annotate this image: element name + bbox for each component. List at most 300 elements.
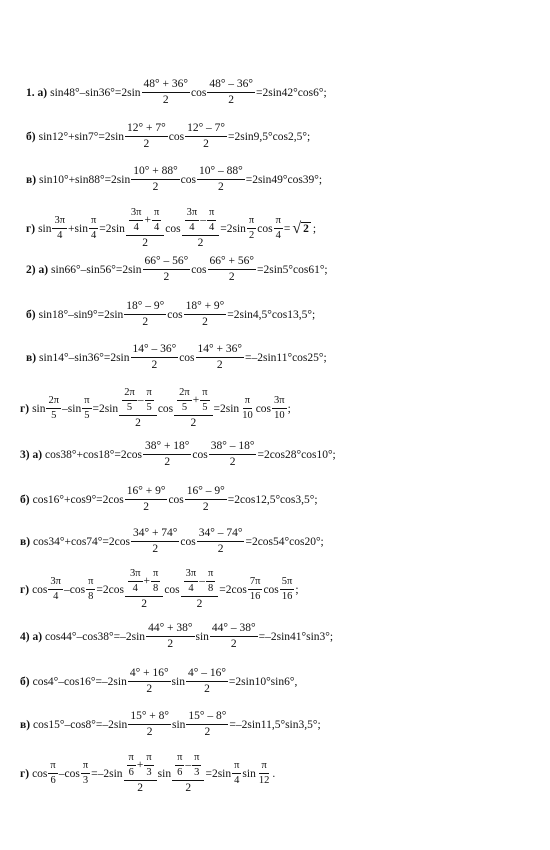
line-3b — [20, 485, 318, 514]
denominator: 2 — [137, 782, 143, 795]
expr-part: ; — [287, 402, 291, 415]
square-root — [292, 221, 311, 237]
numerator: 16° – 9° — [185, 485, 227, 500]
denominator: 8 — [208, 583, 214, 595]
expr-part: cos — [180, 173, 197, 186]
item-label: в) — [20, 535, 31, 548]
fraction — [197, 527, 245, 556]
expr-part: =2cos54°cos20°; — [245, 535, 324, 548]
expr-part: =–2sin11,5°sin3,5°; — [229, 718, 321, 731]
compound-fraction — [182, 207, 220, 250]
numerator — [182, 207, 220, 236]
expr-part: =2cos — [96, 583, 124, 596]
fraction — [184, 300, 227, 329]
expr-part: cos — [263, 583, 279, 596]
denominator: 5 — [202, 402, 208, 414]
denominator: 8 — [153, 583, 159, 595]
numerator: π — [175, 752, 184, 766]
numerator — [181, 568, 219, 597]
numerator: 2π — [46, 395, 61, 409]
fraction — [146, 622, 194, 651]
numerator — [125, 568, 163, 597]
fraction — [192, 752, 201, 779]
numerator: π — [207, 207, 216, 221]
denominator: 2 — [248, 230, 255, 242]
expr-part: = — [283, 222, 291, 235]
expr-part: ; — [295, 583, 299, 596]
item-label: б) — [20, 493, 30, 506]
fraction — [151, 568, 160, 595]
denominator: 2 — [152, 543, 159, 556]
line-2d — [20, 387, 291, 430]
fraction — [52, 215, 67, 242]
fraction — [127, 752, 136, 779]
numerator: 14° + 36° — [196, 343, 244, 358]
line-1d — [26, 207, 316, 250]
numerator: π — [243, 395, 252, 409]
denominator: 2 — [141, 598, 148, 611]
fraction — [131, 343, 179, 372]
item-label: б) — [26, 130, 36, 143]
denominator: 2 — [146, 683, 153, 696]
denominator: 2 — [197, 237, 204, 250]
item-label: в) — [26, 351, 37, 364]
numerator: π — [127, 752, 136, 766]
numerator: 4° + 16° — [128, 667, 171, 682]
fraction — [82, 395, 91, 422]
numerator: 12° – 7° — [185, 122, 227, 137]
operator: + — [143, 574, 151, 587]
fraction — [177, 387, 192, 414]
expr-part: cos — [168, 130, 185, 143]
compound-fraction — [125, 568, 163, 611]
expr-part: =2sin — [205, 767, 232, 780]
expr-part: cos — [179, 351, 195, 364]
expr-part: –cos — [58, 767, 80, 780]
denominator: 3 — [146, 767, 152, 779]
numerator: 2π — [122, 387, 137, 401]
denominator: 4 — [275, 230, 281, 242]
numerator: 34° – 74° — [197, 527, 245, 542]
line-4d — [20, 752, 275, 795]
denominator: 2 — [152, 181, 159, 194]
numerator: 66° – 56° — [143, 255, 191, 270]
numerator: 18° – 9° — [124, 300, 166, 315]
operator: + — [192, 393, 200, 406]
numerator: π — [274, 215, 283, 229]
expr-part: =2sin4,5°cos13,5°; — [227, 308, 316, 321]
fraction — [196, 343, 244, 372]
expr-part: sin — [172, 718, 186, 731]
line-3a — [20, 440, 336, 469]
fraction — [128, 667, 171, 696]
denominator: 2 — [204, 726, 211, 739]
fraction — [185, 485, 227, 514]
operator: – — [200, 213, 206, 226]
fraction — [152, 207, 161, 234]
numerator: π — [192, 752, 201, 766]
denominator: 2 — [196, 598, 203, 611]
expr-part: =2cos — [219, 583, 247, 596]
expr-part: sin66°–sin56°=2sin — [51, 263, 142, 276]
item-label: г) — [20, 767, 30, 780]
denominator: 10 — [274, 410, 285, 422]
item-label: г) — [20, 402, 30, 415]
line-1c — [26, 165, 322, 194]
fraction — [272, 395, 287, 422]
denominator: 4 — [57, 230, 63, 242]
item-label: в) — [26, 173, 37, 186]
denominator: 10 — [242, 410, 253, 422]
expr-part: cos — [190, 86, 207, 99]
fraction — [186, 667, 228, 696]
denominator: 2 — [146, 726, 153, 739]
fraction — [48, 760, 57, 787]
denominator: 2 — [203, 138, 209, 151]
expr-part: –sin — [62, 402, 82, 415]
expr-part: cos44°–cos38°=–2sin — [45, 630, 146, 643]
numerator: 44° – 38° — [210, 622, 258, 637]
denominator: 2 — [228, 94, 235, 107]
line-4b — [20, 667, 297, 696]
fraction — [184, 568, 199, 595]
denominator: 3 — [194, 767, 200, 779]
expr-part: =2sin49°cos39°; — [245, 173, 323, 186]
compound-fraction — [181, 568, 219, 611]
numerator: 4° – 16° — [186, 667, 228, 682]
line-2c — [26, 343, 327, 372]
denominator: 6 — [177, 767, 183, 779]
fraction — [257, 760, 272, 787]
denominator: 2 — [142, 316, 149, 329]
numerator: π — [144, 752, 153, 766]
expr-part: cos — [157, 402, 174, 415]
fraction — [247, 215, 256, 242]
fraction — [125, 485, 168, 514]
denominator: 8 — [88, 591, 94, 603]
line-3d — [20, 568, 299, 611]
fraction — [86, 576, 95, 603]
compound-fraction — [172, 752, 204, 795]
denominator: 4 — [132, 583, 138, 595]
fraction — [81, 760, 90, 787]
numerator: 34° + 74° — [131, 527, 179, 542]
fraction — [186, 710, 228, 739]
fraction — [200, 387, 209, 414]
denominator: 2 — [135, 417, 141, 430]
expr-part: ; — [312, 222, 317, 235]
numerator: 48° – 36° — [207, 78, 255, 93]
denominator: 2 — [202, 316, 208, 329]
expr-part: cos — [180, 535, 196, 548]
expr-part: cos38°+cos18°=2cos — [45, 448, 142, 461]
expr-part: =2sin — [99, 222, 125, 235]
expr-part: sin12°+sin7°=2sin — [38, 130, 125, 143]
item-label: б) — [26, 308, 36, 321]
numerator: 3π — [129, 207, 144, 221]
compound-fraction — [124, 752, 157, 795]
numerator: π — [259, 760, 268, 774]
numerator: π — [247, 215, 256, 229]
expr-part: +sin — [68, 222, 88, 235]
expr-part: sin18°–sin9°=2sin — [38, 308, 124, 321]
compound-fraction — [174, 387, 212, 430]
denominator: 2 — [228, 271, 235, 284]
denominator: 2 — [202, 501, 209, 514]
radical-icon: √ — [292, 219, 302, 237]
expr-part: cos4°–cos16°=–2sin — [32, 675, 127, 688]
expr-part: =2sin42°cos6°; — [256, 86, 327, 99]
numerator: 10° – 88° — [197, 165, 245, 180]
numerator: 44° + 38° — [146, 622, 194, 637]
numerator: 66° + 56° — [208, 255, 256, 270]
numerator: π — [232, 760, 241, 774]
numerator: 14° – 36° — [131, 343, 179, 358]
expr-part: cos — [192, 448, 208, 461]
numerator: π — [206, 568, 215, 582]
numerator: 2π — [177, 387, 192, 401]
fraction — [208, 255, 256, 284]
denominator: 2 — [167, 638, 174, 651]
numerator: 3π — [52, 215, 67, 229]
expr-part: =2sin — [92, 402, 119, 415]
operator: – — [185, 758, 192, 771]
fraction — [131, 527, 179, 556]
operator: + — [136, 758, 144, 771]
numerator — [119, 387, 157, 416]
denominator: 4 — [154, 222, 160, 234]
denominator: 5 — [146, 402, 152, 414]
line-4a — [20, 622, 333, 651]
fraction — [128, 710, 171, 739]
denominator: 4 — [188, 583, 194, 595]
item-label: б) — [20, 675, 30, 688]
denominator: 4 — [133, 222, 139, 234]
numerator: 15° + 8° — [128, 710, 171, 725]
numerator: 3π — [184, 568, 199, 582]
expr-part: =2sin — [220, 222, 246, 235]
denominator: 4 — [208, 222, 215, 234]
denominator: 2 — [230, 638, 237, 651]
expr-part: =2sin5°cos61°; — [256, 263, 328, 276]
denominator: 2 — [162, 94, 169, 107]
numerator: 48° + 36° — [142, 78, 190, 93]
denominator: 5 — [84, 410, 90, 422]
denominator: 2 — [216, 359, 223, 372]
item-label: 2) а) — [26, 263, 49, 276]
denominator: 6 — [128, 767, 134, 779]
expr-part: cos — [32, 583, 48, 596]
item-label: г) — [26, 222, 36, 235]
denominator: 3 — [82, 775, 89, 787]
expr-part: cos16°+cos9°=2cos — [32, 493, 124, 506]
denominator: 2 — [163, 271, 170, 284]
fraction — [240, 395, 255, 422]
expr-part: cos — [167, 308, 183, 321]
numerator: π — [48, 760, 57, 774]
fraction — [122, 387, 137, 414]
line-1a — [26, 78, 327, 107]
expr-part: sin — [32, 402, 46, 415]
denominator: 4 — [234, 775, 240, 787]
denominator: 2 — [185, 782, 192, 795]
fraction — [129, 207, 144, 234]
numerator: 5π — [280, 576, 295, 590]
denominator: 2 — [164, 456, 171, 469]
fraction — [248, 576, 263, 603]
denominator: 4 — [189, 222, 195, 234]
expr-part: =–2sin — [91, 767, 123, 780]
item-label: г) — [20, 583, 30, 596]
fraction — [48, 576, 63, 603]
line-4c — [20, 710, 321, 739]
numerator: 3π — [48, 576, 63, 590]
numerator: 3π — [272, 395, 287, 409]
denominator: 5 — [51, 410, 57, 422]
expr-part: sin48°–sin36°=2sin — [50, 86, 141, 99]
denominator: 2 — [229, 456, 236, 469]
expr-part: cos15°–cos8°=–2sin — [33, 718, 128, 731]
expr-part: sin10°+sin88°=2sin — [39, 173, 131, 186]
numerator: 16° + 9° — [125, 485, 168, 500]
fraction — [209, 440, 257, 469]
denominator: 16 — [281, 591, 293, 603]
item-label: в) — [20, 718, 31, 731]
expr-part: cos — [191, 263, 207, 276]
fraction — [280, 576, 295, 603]
numerator: 15° – 8° — [186, 710, 228, 725]
fraction — [185, 122, 227, 151]
expr-part: sin — [38, 222, 52, 235]
denominator: 2 — [190, 417, 197, 430]
denominator: 2 — [143, 138, 150, 151]
numerator: π — [86, 576, 95, 590]
fraction — [232, 760, 241, 787]
fraction — [128, 568, 143, 595]
denominator: 4 — [90, 230, 97, 242]
numerator: π — [200, 387, 209, 401]
item-label: 4) а) — [20, 630, 43, 643]
denominator: 5 — [181, 402, 188, 414]
operator: – — [199, 574, 205, 587]
numerator — [174, 387, 212, 416]
expr-part: =–2sin11°cos25°; — [244, 351, 327, 364]
numerator: 38° – 18° — [209, 440, 257, 455]
numerator: 38° + 18° — [143, 440, 191, 455]
denominator: 5 — [126, 402, 133, 414]
expr-part: . — [272, 767, 276, 780]
denominator: 2 — [142, 237, 148, 250]
expr-part: sin — [171, 675, 185, 688]
numerator: 3π — [185, 207, 200, 221]
denominator: 2 — [217, 543, 224, 556]
denominator: 6 — [50, 775, 56, 787]
expr-part: –cos — [63, 583, 86, 596]
fraction — [274, 215, 283, 242]
line-3c — [20, 527, 324, 556]
numerator: 18° + 9° — [184, 300, 227, 315]
denominator: 2 — [204, 683, 210, 696]
line-2a — [26, 255, 328, 284]
expr-part: =2sin10°sin6°, — [228, 675, 298, 688]
expr-part: =–2sin41°sin3°; — [258, 630, 334, 643]
expr-part: cos — [164, 583, 180, 596]
fraction — [185, 207, 200, 234]
numerator — [172, 752, 204, 781]
radicand: 2 — [303, 223, 309, 236]
numerator: π — [152, 207, 161, 221]
fraction — [175, 752, 184, 779]
fraction — [131, 165, 179, 194]
numerator — [126, 207, 164, 236]
line-1b — [26, 122, 310, 151]
numerator — [124, 752, 157, 781]
fraction — [125, 122, 168, 151]
fraction — [124, 300, 166, 329]
numerator: π — [151, 568, 160, 582]
denominator: 12 — [258, 775, 270, 787]
fraction — [46, 395, 61, 422]
fraction — [145, 387, 154, 414]
numerator: 3π — [128, 568, 143, 582]
fraction — [144, 752, 153, 779]
denominator: 2 — [217, 181, 224, 194]
expr-part: cos — [168, 493, 184, 506]
expr-part: =2sin — [213, 402, 240, 415]
numerator: π — [89, 215, 98, 229]
fraction — [207, 78, 255, 107]
operator: + — [144, 213, 151, 226]
expr-part: cos — [165, 222, 181, 235]
expr-part: =2cos12,5°cos3,5°; — [227, 493, 318, 506]
denominator: 2 — [151, 359, 158, 372]
item-label: 3) а) — [20, 448, 43, 461]
expr-part: sin — [195, 630, 209, 643]
fraction — [210, 622, 258, 651]
expr-part: sin — [242, 767, 256, 780]
expr-part: =2cos28°cos10°; — [257, 448, 336, 461]
denominator: 16 — [249, 591, 261, 603]
numerator: 7π — [248, 576, 263, 590]
denominator: 4 — [53, 591, 59, 603]
expr-part: sin — [157, 767, 172, 780]
numerator: 12° + 7° — [125, 122, 168, 137]
operator: – — [137, 393, 144, 406]
expr-part: cos — [255, 402, 272, 415]
denominator: 2 — [143, 501, 149, 514]
fraction — [206, 568, 215, 595]
numerator: 10° + 88° — [131, 165, 179, 180]
line-2b — [26, 300, 315, 329]
fraction — [197, 165, 245, 194]
fraction — [143, 255, 191, 284]
fraction — [142, 78, 190, 107]
fraction — [207, 207, 216, 234]
fraction — [143, 440, 191, 469]
expr-part: sin14°–sin36°=2sin — [39, 351, 130, 364]
compound-fraction — [126, 207, 164, 250]
numerator: π — [81, 760, 90, 774]
expr-part: =2sin9,5°cos2,5°; — [228, 130, 311, 143]
compound-fraction — [119, 387, 157, 430]
item-label: 1. а) — [26, 86, 48, 99]
expr-part: cos — [257, 222, 273, 235]
numerator: π — [145, 387, 154, 401]
numerator: π — [82, 395, 91, 409]
fraction — [89, 215, 98, 242]
expr-part: cos — [32, 767, 48, 780]
expr-part: cos34°+cos74°=2cos — [33, 535, 130, 548]
